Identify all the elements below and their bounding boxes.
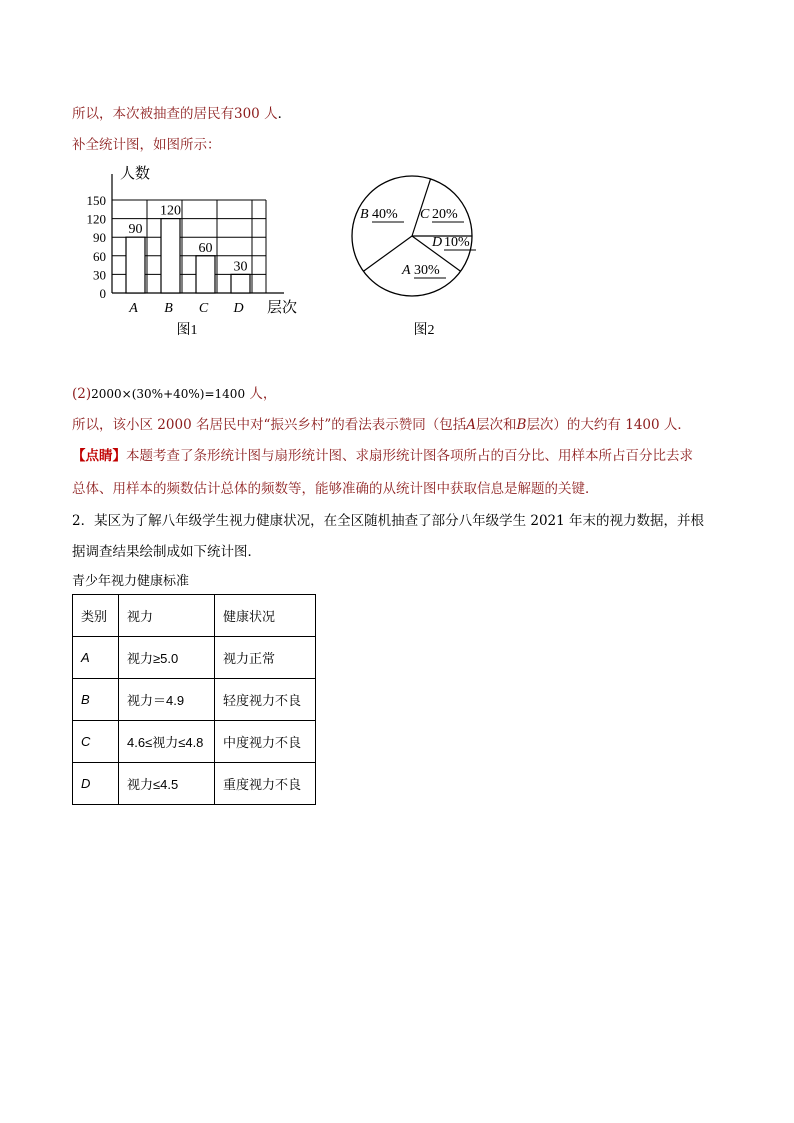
x-axis-label: 层次 xyxy=(267,300,298,316)
bar-value-label: 30 xyxy=(233,259,248,275)
bar-value-label: 120 xyxy=(160,203,181,219)
pie-percent-label: 10% xyxy=(444,235,470,250)
text: 人 xyxy=(264,106,278,122)
status-cell: 重度视力不良 xyxy=(215,763,316,805)
period: ． xyxy=(277,106,292,122)
bar-value-label: 90 xyxy=(128,222,143,238)
y-tick-label: 30 xyxy=(93,267,106,283)
y-tick-label: 60 xyxy=(93,248,106,264)
x-tick-label: A xyxy=(129,301,138,316)
table-title: 青少年视力健康标准 xyxy=(72,573,190,588)
level-a: A xyxy=(466,417,477,433)
vision-cell: 视力＝4.9 xyxy=(119,679,215,721)
pie-category-label: D xyxy=(432,235,443,250)
comment-line-2: 总体、用样本的频数估计总体的频数等，能够准确的从统计图中获取信息是解题的关键． xyxy=(72,481,599,497)
formula: 2000×(30%+40%)=1400 xyxy=(91,387,246,401)
part-number: (2) xyxy=(72,386,92,402)
y-tick-label: 150 xyxy=(86,193,106,208)
bar xyxy=(196,256,215,293)
y-tick-label: 120 xyxy=(86,211,106,227)
text: 人， xyxy=(249,386,277,402)
y-tick-label: 0 xyxy=(99,286,106,301)
number: 2000 xyxy=(157,417,192,433)
chart-title: 图2 xyxy=(413,323,435,338)
question-line-2: 据调查结果绘制成如下统计图． xyxy=(72,544,261,560)
status-cell: 轻度视力不良 xyxy=(215,679,316,721)
bar-chart xyxy=(72,160,322,340)
category-cell: B xyxy=(73,679,119,721)
pie-category-label: C xyxy=(420,207,430,222)
comment-label: 【点睛】 xyxy=(72,448,126,464)
x-tick-label: C xyxy=(198,301,209,316)
vision-standard-table xyxy=(72,594,316,805)
text: 层次）的大约有 xyxy=(526,417,621,433)
pie-category-label: A xyxy=(402,263,411,278)
pie-percent-label: 20% xyxy=(432,207,458,222)
bar-value-label: 60 xyxy=(198,240,213,256)
header-cell: 视力 xyxy=(119,595,215,637)
vision-cell: 4.6≤视力≤4.8 xyxy=(119,721,215,763)
bar xyxy=(126,237,145,293)
header-cell: 健康状况 xyxy=(215,595,316,637)
level-b: B xyxy=(516,417,527,433)
text: 层次和 xyxy=(476,417,517,433)
table-row xyxy=(73,721,316,763)
vision-cell: 视力≥5.0 xyxy=(119,637,215,679)
status-cell: 视力正常 xyxy=(215,637,316,679)
bar xyxy=(161,219,180,293)
question-line-1: 2．某区为了解八年级学生视力健康状况，在全区随机抽查了部分八年级学生 2021 年末的视力数据，并根 xyxy=(72,513,705,529)
comment-line-1 xyxy=(72,444,693,464)
vision-cell: 视力≤4.5 xyxy=(119,763,215,805)
text: 所以，该小区 xyxy=(72,417,153,433)
category-cell: A xyxy=(73,637,119,679)
text: 人． xyxy=(663,417,691,433)
y-axis-label: 人数 xyxy=(120,166,151,182)
text: 所以，本次被抽查的居民有 xyxy=(72,106,234,122)
category-cell: C xyxy=(73,721,119,763)
answer-line-3 xyxy=(72,382,276,402)
text: 名居民中对“振兴乡村”的看法表示赞同（包括 xyxy=(195,417,467,433)
comment-text: 本题考查了条形统计图与扇形统计图、求扇形统计图各项所占的百分比、用样本所占百分比去求 xyxy=(126,448,693,464)
table-row xyxy=(73,763,316,805)
table-row xyxy=(73,637,316,679)
pie-percent-label: 30% xyxy=(414,263,440,278)
pie-category-label: B xyxy=(360,207,369,222)
table-row xyxy=(73,679,316,721)
x-tick-label: B xyxy=(164,301,173,316)
answer-line-4 xyxy=(72,413,691,433)
table-header-row xyxy=(73,595,316,637)
answer-line-1 xyxy=(72,102,291,122)
answer-line-2: 补全统计图，如图所示： xyxy=(72,137,221,153)
category-cell: D xyxy=(73,763,119,805)
status-cell: 中度视力不良 xyxy=(215,721,316,763)
bar xyxy=(231,274,250,293)
header-cell: 类别 xyxy=(73,595,119,637)
number: 1400 xyxy=(625,417,660,433)
pie-percent-label: 40% xyxy=(372,207,398,222)
pie-chart xyxy=(345,170,485,340)
chart-title: 图1 xyxy=(176,323,198,338)
x-tick-label: D xyxy=(233,301,244,316)
y-tick-label: 90 xyxy=(93,230,106,246)
number: 300 xyxy=(234,106,260,122)
